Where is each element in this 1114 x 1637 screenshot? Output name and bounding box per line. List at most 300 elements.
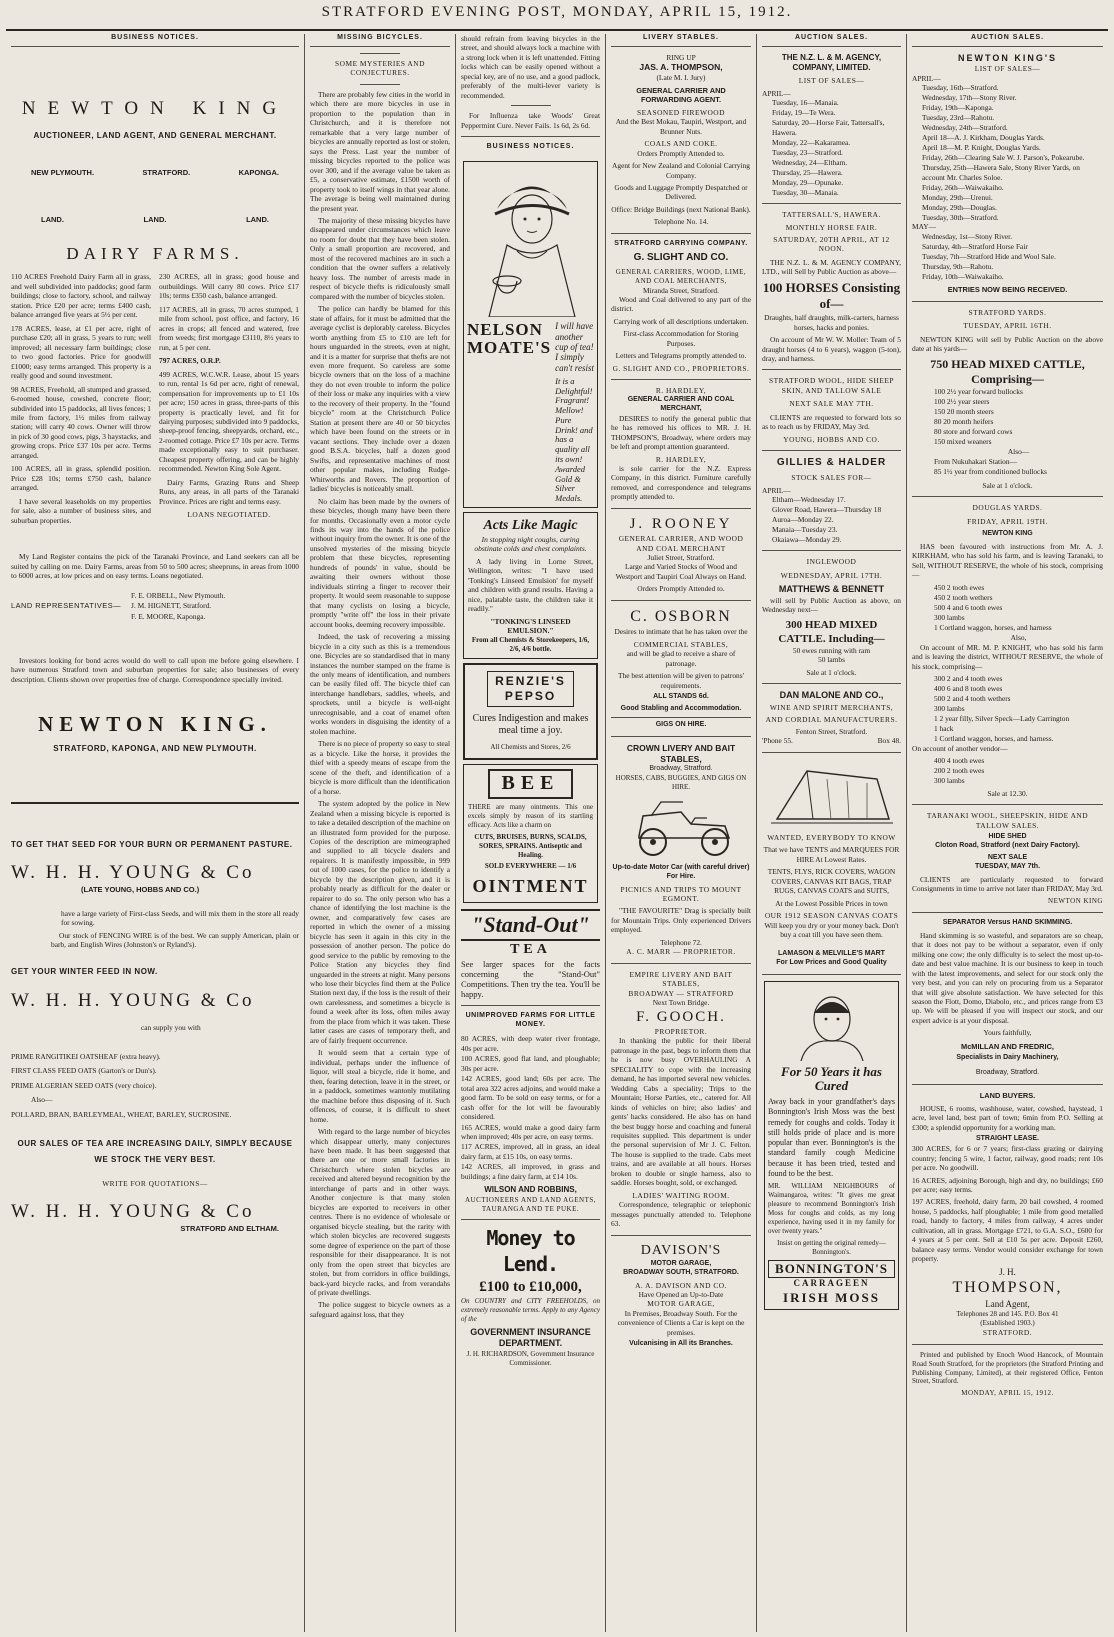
slight-text: Wood and Coal delivered to any part of the district. [611,294,751,314]
cattle-item: 80 20 month heifers [934,417,994,427]
hardley-signature: R. HARDLEY, [655,454,707,464]
sale-time: Sale at 1 o'clock. [806,667,857,677]
gooch-name: F. GOOCH. [636,1008,726,1025]
tent-illustration [767,759,897,829]
sale-item: Friday, 26th—Waiwakaiho. [922,182,1004,192]
irish-moss-label: IRISH MOSS [783,1289,880,1305]
davison-text: In Premises, Broadway South. For the convenience of Clients a Car is kept on the premises. [617,1308,745,1337]
newton-king-sell: NEWTON KING will sell by Public Auction on the above date at his yards— [912,334,1103,354]
house-listing: HOUSE, 6 rooms, washhouse, water, cowshed, haystead, 1 acre, level land, best part of town; 6min from P.O. Selling at £300; a splendid opportunity for a working man. [912,1103,1103,1132]
sale-item: Saturday, 20—Horse Fair, Tattersall's, Hawera. [772,118,885,137]
section-rule [912,1344,1103,1345]
sale-item: Monday, 29th—Douglas. [922,202,997,212]
rooney-text: Large and Varied Stocks of Wood and Westport and Taupiri Coal Always on Hand. [615,562,747,581]
lease-listing: 197 ACRES, freehold, dairy farm, 20 bail cowshed, 4 roomed house, 5 paddocks, half ploughable; 1 mile from good metalled road, handy to factory, 4 miles from railway, 4 acres under cultivation, all in grass. Mortgage £721, to G.A. S.O., £600 for 4 years at 5 per cent. Sell at £10 5s per acre. Deposit £260, balance easy terms. Vendor would consider exchange for town property. [912,1197,1103,1264]
hardley-text: DESIRES to notify the general public that he has removed his offices to MR. J. H. THOMPSON'S, Broadway, where orders may be left and prompt attention guaranteed. [611,413,751,452]
stock-item: 200 2 tooth ewes [934,766,985,776]
stock-item: 1 Cortland waggon, horses, and harness [934,622,1052,632]
sale-item: Tuesday, 16—Manaia. [772,98,839,108]
dairy-farms-title: DAIRY FARMS. [66,243,244,263]
column-heading: BUSINESS NOTICES. [486,143,575,151]
osborn-stables: COMMERCIAL STABLES, [633,639,729,649]
rep-name: F. E. ORBELL, New Plymouth. [131,590,226,600]
section-rule [461,1005,600,1006]
loans-negotiated: LOANS NEGOTIATED. [187,510,271,520]
young-address: STRATFORD AND ELTHAM. [180,1224,279,1234]
month-label: APRIL— [762,88,791,98]
crown-address: Broadway, Stratford. [649,764,713,772]
farm-listing: 499 ACRES, W.C.W.R. Lease, about 15 years to run, rental 1s 6d per acre, right of renewal, compensation for improvements up to £1 10s per acre; 150 acres in grass, three-parts of this property is practically level, and fit for dairying purposes; subdivided into 9 paddocks, sheep-proof fencing, sheepyards, orchard, etc., 2-roomed cottage. Price £7 10s per acre. Terms made exceptionally easy to suit purchaser. Cheapest property offering, and can be highly recommended. Newton King Sole Agent. [159,369,299,474]
knight-text: On account of MR. M. P. KNIGHT, who has sold his farm and is leaving the district, WITHOUT RESERVE, the whole of his stock, comprising— [912,642,1103,671]
magic-headline: Acts Like Magic [483,517,578,533]
nelson-speech: I will have another cup of tea! I simply can't resist [555,321,594,373]
stock-item: 1 Cortland waggon, horses, and harness. [934,733,1054,743]
empire-address: BROADWAY — STRATFORD [628,988,734,998]
farm-listing: 80 ACRES, with deep water river frontage, 40s per acre. [461,1034,600,1053]
coals-heading: COALS AND COKE. [644,139,718,149]
pepso-ad [463,663,598,761]
short-rule [360,84,400,85]
sale-item: Wednesday, 17th—Stony River. [922,93,1017,103]
bee-ointment-ad [463,764,598,902]
wilson-robbins: WILSON AND ROBBINS, [484,1185,577,1195]
article-paragraph: There is no piece of property so easy to steal as a bicycle. Like the horse, it provides the thief with a speedy means of escape from the scene of the theft, and identification of a bicycle is more difficult than the identification of a horse. [310,739,450,796]
farm-listing: 110 ACRES Freehold Dairy Farm all in grass, and well subdivided into paddocks; good farm buildings; close to factory, school, and railway station. Price £20 per acre; terms £400 cash, balance arranged five years at 5½ per cent. [11,272,151,320]
masthead-rule [6,29,1108,31]
insist-text: Insist on getting the original remedy—Bonnington's. [777,1238,886,1256]
may-sales-list [912,232,1103,281]
next-sale-date: TUESDAY, MAY 7th. [974,862,1041,870]
article-paragraph: No claim has been made by the owners of these bicycles, though many have been there for months. Occasionally even a motor cycle finds its way into the hands of the police without inquiry from the owner. It is one of the unsolved mysteries of the missing bicycle problem that these bicycles, representing hundreds of pounds' in value, should be awaiting their owners without those individuals stirring a finger to recover their property. It would seem reasonable to suppose that many cyclists on losing a bicycle, promptly "write off" the loss in their private account books, deeming recovery impossible. [310,496,450,629]
dan-malone: DAN MALONE AND CO., [779,690,884,701]
cattle-item: 100 2½ year forward bullocks [934,387,1023,397]
sale-item: Manaia—Tuesday 23. [772,524,838,534]
tea-lady-illustration [467,169,597,317]
davison-name: DAVISON'S [640,1242,722,1258]
young-name: W. H. H. YOUNG & Co [11,1201,255,1223]
magic-brand: "TONKING'S LINSEED EMULSION." [490,616,571,636]
land-banner [11,215,299,225]
newton-king-trade: AUCTIONEER, LAND AGENT, AND GENERAL MERCHANT. [33,131,277,141]
thompson-name: THOMPSON, [952,1279,1063,1297]
cattle-item: 100 2½ year steers [934,397,990,407]
empire-livery: EMPIRE LIVERY AND BAIT STABLES, [629,969,733,989]
farm-listing: 98 ACRES, Freehold, all stumped and grassed, 6-roomed house, cowshed, concrete floor; subdivided into 15 paddocks, all lives fences; 1 mile from factory, 1½ miles from railway station; will carry 40 cows. Owner will throw in pick of 30 good cows, pigs, 3 haystacks, and growing crops. Price £37 10s per acre. Terms arranged. [11,384,151,460]
nzlm-sell: THE N.Z. L. & M. AGENCY COMPANY, LTD., will Sell by Public Auction as above— [762,257,901,277]
column-heading: AUCTION SALES. [762,34,901,47]
section-rule [762,450,901,451]
cattle-750: 750 HEAD MIXED CATTLE, Comprising— [930,356,1085,386]
davison-motor-garage: MOTOR GARAGE, [647,1299,715,1309]
young-name: W. H. H. YOUNG & Co [11,989,255,1011]
town-label: STRATFORD. [142,167,191,177]
kirkham-stock [912,583,1103,642]
tents-text: That we have TENTS and MARQUEES FOR HIRE At Lowest Rates. [763,845,900,864]
matthews-bennett: MATTHEWS & BENNETT [778,584,885,595]
hardley-name: R. HARDLEY, [655,386,707,396]
oats-item: POLLARD, BRAN, BARLEYMEAL, WHEAT, BARLEY, SUCROSINE. [11,1109,232,1119]
magic-price: From all Chemists & Storekeepers, 1/6, 2/6, 4/6 bottle. [471,635,590,653]
cattle-item: 85 1½ year from conditioned bullocks [934,467,1047,477]
nelson-body [467,321,594,504]
sale-item: Tuesday, 30th—Stratford. [922,212,999,222]
sale-item: Eltham—Wednesday 17. [772,495,846,504]
farm-listing: 230 ACRES, all in grass; good house and outbuildings. Will carry 80 cows. Price £17 10s; terms £350 cash, balance arranged. [159,272,299,301]
cloton-road: Cloton Road, Stratford (next Dairy Factory). [935,842,1080,850]
straight-lease: STRAIGHT LEASE. [975,1135,1039,1143]
cattle-count: 300 HEAD MIXED CATTLE. Including— [778,618,885,645]
column-business-notices-2 [456,34,605,1632]
mcmillan-address: Broadway, Stratford. [975,1069,1040,1077]
malone-phone: 'Phone 55. [762,736,793,746]
lease-listing: 16 ACRES, adjoining Borough, high and dry, no buildings; £60 per acre; easy terms. [912,1175,1103,1194]
mcmillan-fredric: McMILLAN AND FREDRIC, [961,1041,1054,1051]
telephone-text: Telephone 72. [660,937,702,947]
sale-item: Friday, 19th—Kaponga. [922,103,994,113]
tonking-emulsion-ad [463,512,598,659]
pepso-copy: Cures Indigestion and makes meal time a joy. [472,713,589,737]
sale-item: Wednesday, 24—Eltham. [772,157,848,167]
sale-item: April 18—A. J. Kirkham, Douglas Yards. [922,133,1045,143]
davison-address: BROADWAY SOUTH, STRATFORD. [623,1268,739,1276]
sale-item: Thursday, 9th—Rahotu. [922,261,994,271]
old-man-illustration [777,989,887,1061]
slight-signature: G. SLIGHT AND CO., PROPRIETORS. [612,363,750,373]
newton-king-title-2: NEWTON KING. [38,712,272,737]
article-paragraph: There are probably few cities in the world in which there are more bicycles in use in proportion to the population than in Christchurch, and it is therefore not remarkable that a very large number of bicycles are annually reported as lost or stolen, says the Press. Last year the number of missing bicycles reported to the police was over 300, and if the average value be taken as £5, a conservative estimate, £1500 worth of property took to itself wings in that year alone. The average is being well maintained during the present year. [310,89,450,213]
land-label: LAND. [246,215,269,225]
column-heading: LIVERY STABLES. [611,34,751,47]
stand-out-tea-ad [461,909,600,1000]
carrageen-label: CARRAGEEN [793,1278,870,1289]
neighbours-testimonial: MR. WILLIAM NEIGHBOURS of Waimangaroa, writes: "It gives me great pleasure to recommend Bonnington's Irish Moss for coughs and colds, as my long experience, having used it in my family for over twenty years." [768,1181,895,1235]
money-copy: On COUNTRY and CITY FREEHOLDS, on extremely reasonable terms. Apply to any Agency of the [461,1296,600,1323]
newton-king-sales: NEWTON KING'S [958,52,1057,63]
osborn-text: Desires to intimate that he has taken over the [614,627,748,637]
month-label: APRIL— [762,485,791,495]
osborn-stands: ALL STANDS 6d. [653,693,709,701]
stock-item: 300 lambs [934,612,965,622]
agent-text: Agent for New Zealand and Colonial Carrying Company. [612,161,750,180]
section-rule [762,683,901,684]
newton-king-name: NEWTON KING [982,529,1033,537]
sale-item: Friday, 26th—Clearing Sale W. J. Parson's, Pokearube. [922,153,1085,163]
thompson-initials: J. H. [999,1266,1016,1277]
article-paragraph: Indeed, the task of recovering a missing bicycle in a city such as this is a tremendous one. Bicycles are so standardised that in many instances the number stamped on the frame is the only means of identification, and numbers can be easily filed off. The bicycle thief can interchange handlebars, saddles, wheels, and sprockets, until a bicycle is well-night unrecognisable, and a coat of enamel often works wonders in disguising the identity of a stolen machine. [310,632,450,736]
pepso-price: All Chemists and Stores, 2/6 [490,743,571,752]
nelson-moate-tea-ad [463,161,598,508]
sale-item: Monday, 22—Kakaramea. [772,137,851,147]
column-heading: AUCTION SALES. [912,34,1103,47]
monthly-horse-fair: MONTHLY HORSE FAIR. [785,222,878,232]
gooch-telephone: Correspondence, telegraphic or telephonic messages punctually attended to. Telephone 63. [611,1200,751,1229]
wanted-heading: WANTED, EVERYBODY TO KNOW [767,832,896,842]
motor-car-illustration [621,796,741,860]
gooch-text: In thanking the public for their liberal patronage in the past, begs to inform them that he is now busy OVERHAULING A SPECIALITY to cope with the increasing demand, he has imported several new vehicles. Wedding Cabs a speciality; Trips to the Mountain; Horse Parties, etc., catered for. All kinds of vehicles on hire; also ladies' and gents' hacks considered. He also has on hand the best buggy horse and coaching and funeral requisites supplied. This department is under the personal supervision of Mr J. C. Felton. The house is supplied to the trade. Cabs meet trains, and are available at all hours. Horses broken to double or single harness, also to saddle. Horses bought, sold, or exchanged. [611,1036,751,1188]
stock-item: 450 2 tooth wethers [934,592,993,602]
stock-item: 300 lambs [934,703,965,713]
farm-listing: 100 ACRES, good flat land, and ploughable; 30s per acre. [461,1054,600,1073]
list-of-sales: LIST OF SALES— [974,64,1041,74]
young-hobbs: YOUNG, HOBBS AND CO. [783,434,880,444]
goods-text: Goods and Luggage Promptly Despatched or Delivered. [614,182,748,202]
cattle-item: Also— [1007,447,1030,457]
another-vendor: On account of another vendor— [912,743,1008,753]
supply-text: can supply you with [141,1023,201,1033]
unimproved-farms-list [461,1034,600,1181]
unimproved-farms-heading: UNIMPROVED FARMS FOR LITTLE MONEY. [465,1012,596,1029]
imprint-text: Printed and published by Enoch Wood Hancock, of Mountain Road South Stratford, for the proprietors (the Stratford Printing and Publishing Company, Limited), at their registered Office, Fenton Street, Stratford. [912,1350,1103,1386]
slight-trade: GENERAL CARRIERS, WOOD, LIME, AND COAL MERCHANTS, [615,267,747,285]
newton-king-sign: NEWTON KING [1048,896,1103,905]
column-livery-stables [606,34,756,1632]
lamason-melville: LAMASON & MELVILLE'S MART [778,949,885,957]
bee-uses: CUTS, BRUISES, BURNS, SCALDS, SORES, SPRAINS. Antiseptic and Healing. [474,832,587,859]
column-auction-sales [757,34,906,1632]
season-coats: OUR 1912 SEASON CANVAS COATS [764,911,899,921]
slight-address: Miranda Street, Stratford. [643,285,719,295]
sale-time: Sale at 1 o'clock. [982,480,1033,490]
farm-listing: 100 ACRES, all in grass, splendid position. Price £28 10s; terms £750 cash, balance arranged. [11,464,151,493]
horses-text: Draughts, half draughts, milk-carters, harness horses, hacks and ponies. [764,313,899,332]
next-sale: NEXT SALE [987,853,1028,861]
article-paragraph: The police suggest to bicycle owners as a safeguard against loss, that they [310,1300,450,1319]
magic-testimonial: A lady living in Lorne Street, Wellington, writes: "I have used 'Tonking's Linseed Emulsion' for myself and children with grand results. Having a nice, palatable taste, the children take it readily." [468,556,593,614]
douglas-date: FRIDAY, APRIL 19TH. [967,516,1048,526]
cured-text: Away back in your grandfather's days Bonnington's Irish Moss was the best remedy for coughs and colds. Today it still holds pride of place and is more popular than ever. Bonnington's is the standard family cough Medicine because it has been tried, tested and found to be the best. [768,1097,895,1178]
yards-date: TUESDAY, APRIL 16TH. [963,321,1052,331]
osborn-name: C. OSBORN [630,607,732,625]
sale-item: Friday, 19—Te Wera. [772,108,836,118]
lambs-line: 50 lambs [818,655,845,665]
oats-item: PRIME ALGERIAN SEED OATS (very choice). [11,1080,157,1090]
cattle-list [912,387,1103,476]
slight-text: Carrying work of all descriptions undertaken. [613,316,749,326]
inglewood-date: WEDNESDAY, APRIL 17TH. [780,570,883,580]
farms-right-column [159,272,299,526]
vulcanising: Vulcanising in All its Branches. [629,1340,733,1348]
cattle-item: From Nukuhakari Station— [934,457,1017,467]
farm-listing: 142 ACRES, all improved, in grass and buildings; a fine dairy farm, at £14 10s. [461,1162,600,1181]
nzlm-agency: THE N.Z. L. & M. AGENCY, COMPANY, LIMITED. [781,52,882,73]
thompson-established: (Established 1903.) [980,1319,1035,1328]
farm-listing: 797 ACRES, O.R.P. [159,356,221,366]
section-rule [611,233,751,234]
short-rule [511,105,551,106]
tents-list: TENTS, FLYS, RICK COVERS, WAGON COVERS, CANVAS KIT BAGS, TRAP RUGS, CANVAS COATS and SUITS, [767,867,896,896]
imprint-date: MONDAY, APRIL 15, 1912. [961,1389,1054,1398]
sale-item: Thursday, 25—Hawera. [772,167,843,177]
town-label: KAPONGA. [238,167,279,177]
davison-text: Have Opened an Up-to-Date [638,1289,724,1299]
telephone-text: Telephone No. 14. [653,217,709,227]
column-business-notices [6,34,304,1632]
stock-sales: STOCK SALES FOR— [791,473,872,483]
sale-item: Glover Road, Hawera—Thursday 18 [772,504,882,514]
rooney-name: J. ROONEY [629,515,733,532]
ring-up: RING UP [666,52,696,62]
tattersalls: TATTERSALL'S, HAWERA. [782,210,881,220]
dairy-farms-listings [11,272,299,526]
separator-text: Hand skimming is so wasteful, and separators are so cheap, that it does not pay to be without a separator, even if only milking one cow; the only difficulty is to select the most up-to-date and best value machine. It is our business to keep in touch with the latest improvements, and select for our stock only the very best, and you can rely on procuring from us a Separator that will give absolute satisfaction. We have selected for this season the Flott, Domo, Diabolo, etc., and prices range from £3 up. We will be pleased if you will inspect our stock, and our expert advice is at your disposal. [912,930,1103,1025]
slight-text: First-class Accommodation for Storing Purposes. [623,329,739,348]
moller-text: On account of Mr W. W. Moller: Team of 5 draught horses (4 to 6 years), waggon (5-ton), dray, and harness. [762,335,901,363]
stock-item: 300 2 and 4 tooth ewes [934,674,1003,684]
wool-sale: STRATFORD WOOL, HIDE SHEEP SKIN, AND TALLOW SALE [769,376,894,395]
stock-item: 500 2 and 4 tooth wethers [934,693,1011,703]
reps-label: LAND REPRESENTATIVES— [11,600,122,610]
bonnington-brand: BONNINGTON'S [768,1260,895,1279]
gillies-sales [762,495,901,544]
seeds-text: have a large variety of First-class Seeds, and will mix them in the store all ready for sowing. [61,908,299,928]
land-register-text: My Land Register contains the pick of the Taranaki Province, and Land seekers can all be suited by calling on me. Dairy Farms, areas from 50 to 500 acres; sheepruns, in areas from 1000 to 6000 acres, at low prices and on easy terms. Loans negotiated. [11,552,299,581]
stock-item: 300 lambs [934,776,965,786]
hide-shed: HIDE SHED [988,833,1027,841]
section-rule [762,550,901,551]
govt-signature: J. H. RICHARDSON, Government Insurance Commissioner. [466,1349,595,1367]
crown-livery: CROWN LIVERY AND BAIT STABLES, [626,743,736,764]
firewood-heading: SEASONED FIREWOOD [637,107,725,117]
clients-text: CLIENTS are particularly requested to forward Consignments in time to arrive not later than FRIDAY, May 3rd. [912,874,1103,894]
ewes-line: 50 ewes running with ram [792,645,871,655]
article-subheading: SOME MYSTERIES AND CONJECTURES. [335,58,425,78]
farm-listing: 165 ACRES, would make a good dairy farm when improved; 40s per acre, on easy terms. [461,1122,600,1141]
farm-listing: Dairy Farms, Grazing Runs and Sheep Runs, any areas, in all parts of the Taranaki Province. Prices are right and terms easy. [159,477,299,506]
section-rule [912,1084,1103,1085]
article-continuation: should refrain from leaving bicycles in the street, and should always lock a machine with a strong lock when it is left unattended. Fitting locks which can be easily opened without a special key, are of no use, and a good padlock, preferably of the multi-lever variety is recommended. [461,34,600,100]
rep-name: J. M. HIGNETT, Stratford. [131,601,212,611]
thompson-trade: GENERAL CARRIER AND FORWARDING AGENT. [636,85,726,105]
stock-item: 500 4 and 6 tooth ewes [934,602,1003,612]
oats-item: PRIME RANGITIKEI OATSHEAF (extra heavy). [11,1051,161,1061]
bonnington-ad [764,981,899,1311]
horses-count: 100 HORSES Consisting of— [762,279,901,312]
sale-item: Monday, 29th—Urenui. [922,192,993,202]
firewood-text: And the Best Mokau, Taupiri, Westport, and Brunner Nuts. [615,117,747,136]
stand-out-copy: See larger spaces for the facts concerning the "Stand-Out" Competitions. Then try the tea. You'll be happy. [461,958,600,1000]
section-rule [611,508,751,509]
yours-faithfully: Yours faithfully, [983,1028,1032,1038]
column-heading: BUSINESS NOTICES. [11,34,299,47]
gigs-on-hire: GIGS ON HIRE. [611,717,751,730]
crown-hire: HORSES, CABS, BUGGIES, AND GIGS ON HIRE. [615,773,747,791]
nelson-brand: NELSON MOATE'S [467,320,552,358]
ointment-label: OINTMENT [472,875,589,896]
article-heading: MISSING BICYCLES. [310,34,450,47]
gooch-proprietor: PROPRIETOR. [654,1026,708,1036]
thompson-name: JAS. A. THOMPSON, [639,62,723,73]
slight-name: G. SLIGHT AND CO. [633,251,729,263]
section-rule [912,804,1103,805]
section-rule [611,600,751,601]
sale-item: Saturday, 4th—Stratford Horse Fair [922,241,1028,251]
section-rule [912,496,1103,497]
motor-car-hire: Up-to-date Motor Car (with careful driver) For Hire. [612,863,750,880]
newton-king-towns [11,168,299,178]
land-label: LAND. [41,215,64,225]
section-rule [11,802,299,804]
orders-text: Orders Promptly Attended to. [637,148,725,158]
magic-subhead: In stopping night coughs, curing obstinate colds and chest complaints. [474,534,587,554]
sales-list [912,83,1103,222]
cattle-item: 150 20 month steers [934,407,994,417]
investors-text: Investors looking for bond acres would do well to call upon me before going elsewhere. I have numerous Stratford town and suburban properties for sale; also businesses of every description. Clients shown over properties free of charge. Correspondence specially invited. [11,655,299,684]
ladies-waiting-room: LADIES' WAITING ROOM. [632,1190,730,1200]
column-auction-sales-2 [907,34,1108,1632]
sale-item: Tuesday, 30—Manaia. [772,187,839,197]
thompson-late: (Late M. I. Jury) [656,73,706,83]
young-late: (LATE YOUNG, HOBBS AND CO.) [81,885,200,895]
stock-item: 400 4 tooth ewes [934,756,985,766]
thompson-telephone: Telephones 28 and 145. P.O. Box 41 [956,1310,1059,1319]
cattle-item: 150 mixed weaners [934,437,992,447]
article-paragraph: With regard to the large number of bicycles which disappear utterly, many conjectures have been made. It has been suggested that there are one or more small factories in Christchurch where stolen bicycles are received and altered beyond recognition by the interchange of parts and in other ways. Another conjecture is that many stolen bicycles are exported to receivers in other centres. There is no evidence of wholesale or organised bicycle stealing, but the rarity with which stolen bicycles are recovered suggests some degree of experience on the part of those responsible for their disappearance. It is not only from the open street that bicycles are stolen, but from corridors in office buildings, back-yard bicycle racks, and from verandahs of private dwellings. [310,1127,450,1298]
stock-item: 1 2 year filly, Silver Speck—Lady Carrington [934,713,1070,723]
oats-item: FIRST CLASS FEED OATS (Garton's or Dun's). [11,1066,157,1076]
malone-trade: WINE AND SPIRIT MERCHANTS, AND CORDIAL MANUFACTURERS. [765,702,898,725]
farm-listing: 178 ACRES, lease, at £1 per acre, right of purchase £20; all in grass, 5 years to run; well improved; all necessary farm buildings; close to two good factories. Price for goodwill £1000; easy terms arranged. This property is a really good and sound investment. [11,323,151,381]
land-representatives [11,591,299,622]
horse-fair-date: SATURDAY, 20TH APRIL, AT 12 NOON. [773,234,890,254]
rooney-trade: GENERAL CARRIER, AND WOOD AND COAL MERCHANT [618,534,744,553]
farms-left-column [11,272,151,526]
list-of-sales: LIST OF SALES— [798,76,865,86]
short-rule [360,53,400,54]
section-rule [611,1235,751,1236]
write-for-quotations: WRITE FOR QUOTATIONS— [102,1178,208,1188]
oats-item: Also— [31,1095,53,1105]
dairy-specialists: Specialists in Dairy Machinery, [956,1054,1059,1062]
lease-listing: 300 ACRES, for 6 or 7 years; first-class grazing or dairying country; fencing 5 wire, 1 factor, railway, good roads; rent 10s per acre. No goodwill. [912,1144,1103,1173]
sale-item: Tuesday, 16th—Stratford. [922,83,999,93]
money-to-lend: Money to Lend. [486,1226,575,1277]
bee-price: SOLD EVERYWHERE — 1/6 [484,861,577,870]
winter-feed-heading: GET YOUR WINTER FEED IN NOW. [11,966,158,976]
osborn-text: The best attention will be given to patrons' requirements. [618,671,744,690]
money-amount: £100 to £10,000, [479,1278,582,1295]
lamason-sub: For Low Prices and Good Quality [776,958,887,966]
gillies-halder: GILLIES & HALDER [776,457,887,469]
rooney-orders: Orders Promptly Attended to. [637,584,725,594]
sales-list [762,98,901,197]
govt-insurance: GOVERNMENT INSURANCE DEPARTMENT. [470,1326,591,1349]
stock-item: 450 2 tooth ewes [934,582,985,592]
sale-item: Okaiawa—Monday 29. [772,534,842,544]
newton-king-title: NEWTON KING [21,97,289,119]
section-rule [611,736,751,737]
town-label: NEW PLYMOUTH. [31,167,95,177]
thompson-town: STRATFORD. [982,1328,1033,1338]
tents-price: At the Lowest Possible Prices in town [775,898,888,908]
land-buyers-heading: LAND BUYERS. [979,1091,1036,1101]
osborn-stabling: Good Stabling and Accommodation. [620,705,742,713]
malone-contact [762,736,901,745]
sale-item: Auroa—Monday 22. [772,514,834,524]
section-rule [762,974,901,975]
davison-garage: MOTOR GARAGE, [650,1259,712,1267]
stock-item: Also, [1010,632,1027,642]
article-paragraph: The majority of these missing bicycles have disappeared under circumstances which leave no room for doubt that they have been stolen. Only a small proportion are recovered, and most of the recovered machines are in such a condition that the owner suffers a relatively heavy loss. The number of arrests made in respect of bicycle thefts is ridiculously small compared with the number of bicycles stolen. [310,215,450,301]
entries-received: ENTRIES NOW BEING RECEIVED. [947,285,1068,295]
young-name: W. H. H. YOUNG & Co [11,861,255,883]
cured-headline: For 50 Years it has Cured [781,1063,882,1093]
section-rule [762,369,901,370]
inglewood: INGLEWOOD [806,557,857,567]
influenza-notice: For Influenza take Woods' Great Peppermint Cure. Never Fails. 1s 6d, 2s 6d. [461,111,600,130]
section-rule [762,752,901,753]
stock-item: 1 hack [934,723,954,733]
section-rule [461,136,600,137]
